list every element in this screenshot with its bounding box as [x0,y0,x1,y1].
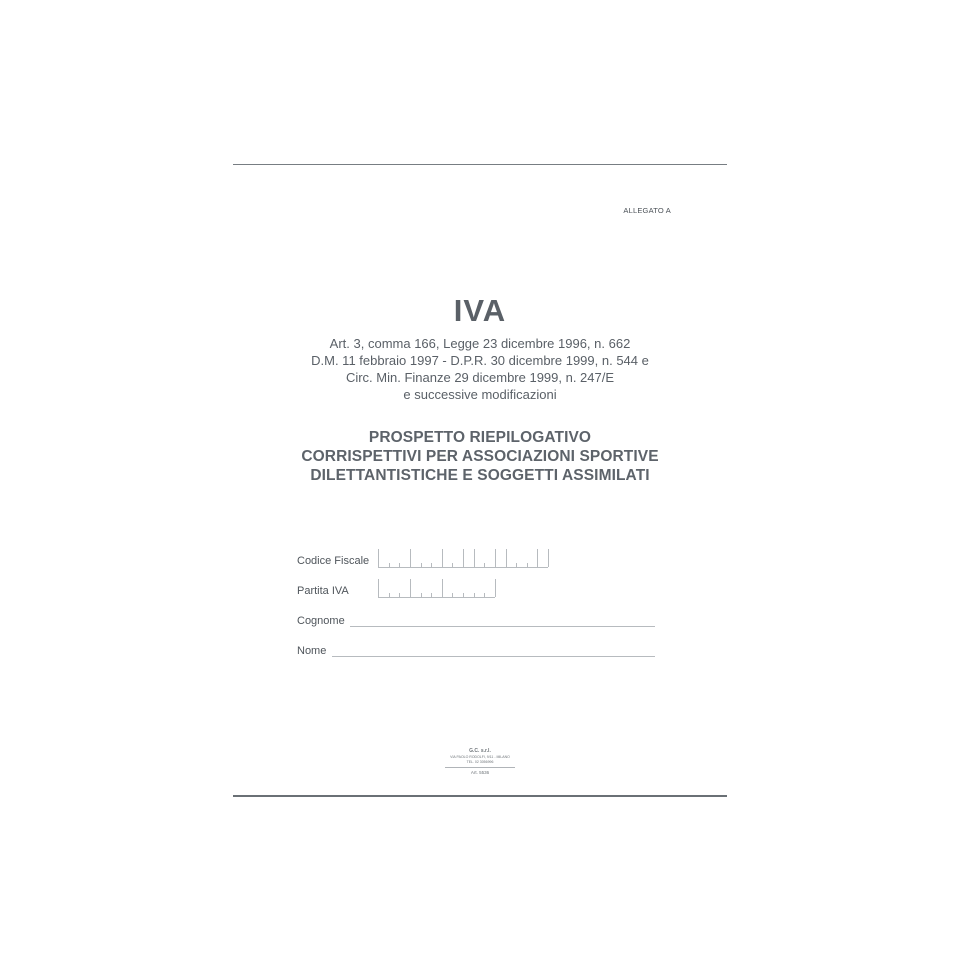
comb-tick [410,549,411,567]
comb-tick [452,593,453,597]
comb-tick [474,593,475,597]
top-rule [233,164,727,165]
nome-label: Nome [297,645,327,657]
comb-tick [527,563,528,567]
codice-fiscale-label: Codice Fiscale [297,555,370,567]
comb-tick [516,563,517,567]
comb-tick [495,549,496,567]
comb-tick [431,563,432,567]
cognome-input[interactable] [350,626,655,627]
comb-tick [378,549,379,567]
printer-article: Art. 5536 [470,770,490,775]
partita-iva-label: Partita IVA [297,585,349,597]
nome-input[interactable] [332,656,655,657]
printer-imprint [430,748,530,776]
bottom-rule [233,795,727,797]
comb-tick [442,579,443,597]
cognome-label: Cognome [297,615,345,627]
comb-tick [421,563,422,567]
comb-tick [452,563,453,567]
printer-name: G.C. s.r.l. [469,748,491,754]
comb-tick [484,563,485,567]
reference-line: Circ. Min. Finanze 29 dicembre 1999, n. 247/E [345,370,615,385]
codice-fiscale-input[interactable] [378,549,548,568]
comb-tick [484,593,485,597]
comb-tick [463,549,464,567]
comb-tick [495,579,496,597]
comb-tick [389,593,390,597]
comb-tick [410,579,411,597]
allegato-label: ALLEGATO A [623,206,671,215]
partita-iva-input[interactable] [378,579,495,598]
document-title: IVA [453,293,507,328]
subject-line: DILETTANTISTICHE E SOGGETTI ASSIMILATI [310,467,650,484]
comb-tick [389,563,390,567]
comb-tick [421,593,422,597]
printer-separator [445,767,515,768]
comb-tick [378,579,379,597]
reference-line: e successive modificazioni [403,387,557,402]
document-subject [0,428,960,485]
printer-phone: TEL. 02 3056996 [466,760,494,764]
comb-tick [474,549,475,567]
comb-tick [431,593,432,597]
comb-tick [537,549,538,567]
comb-tick [399,563,400,567]
legal-references [0,335,960,403]
subject-line: PROSPETTO RIEPILOGATIVO [368,429,592,446]
comb-tick [463,593,464,597]
printer-address: VIA PAOLO RODOLFI, 9/11 - MILANO [450,755,510,759]
comb-tick [442,549,443,567]
comb-tick [399,593,400,597]
reference-line: Art. 3, comma 166, Legge 23 dicembre 1996, n. 662 [329,336,631,351]
subject-line: CORRISPETTIVI PER ASSOCIAZIONI SPORTIVE [301,448,659,465]
comb-tick [506,549,507,567]
reference-line: D.M. 11 febbraio 1997 - D.P.R. 30 dicembre 1999, n. 544 e [311,353,649,368]
comb-tick [548,549,549,567]
